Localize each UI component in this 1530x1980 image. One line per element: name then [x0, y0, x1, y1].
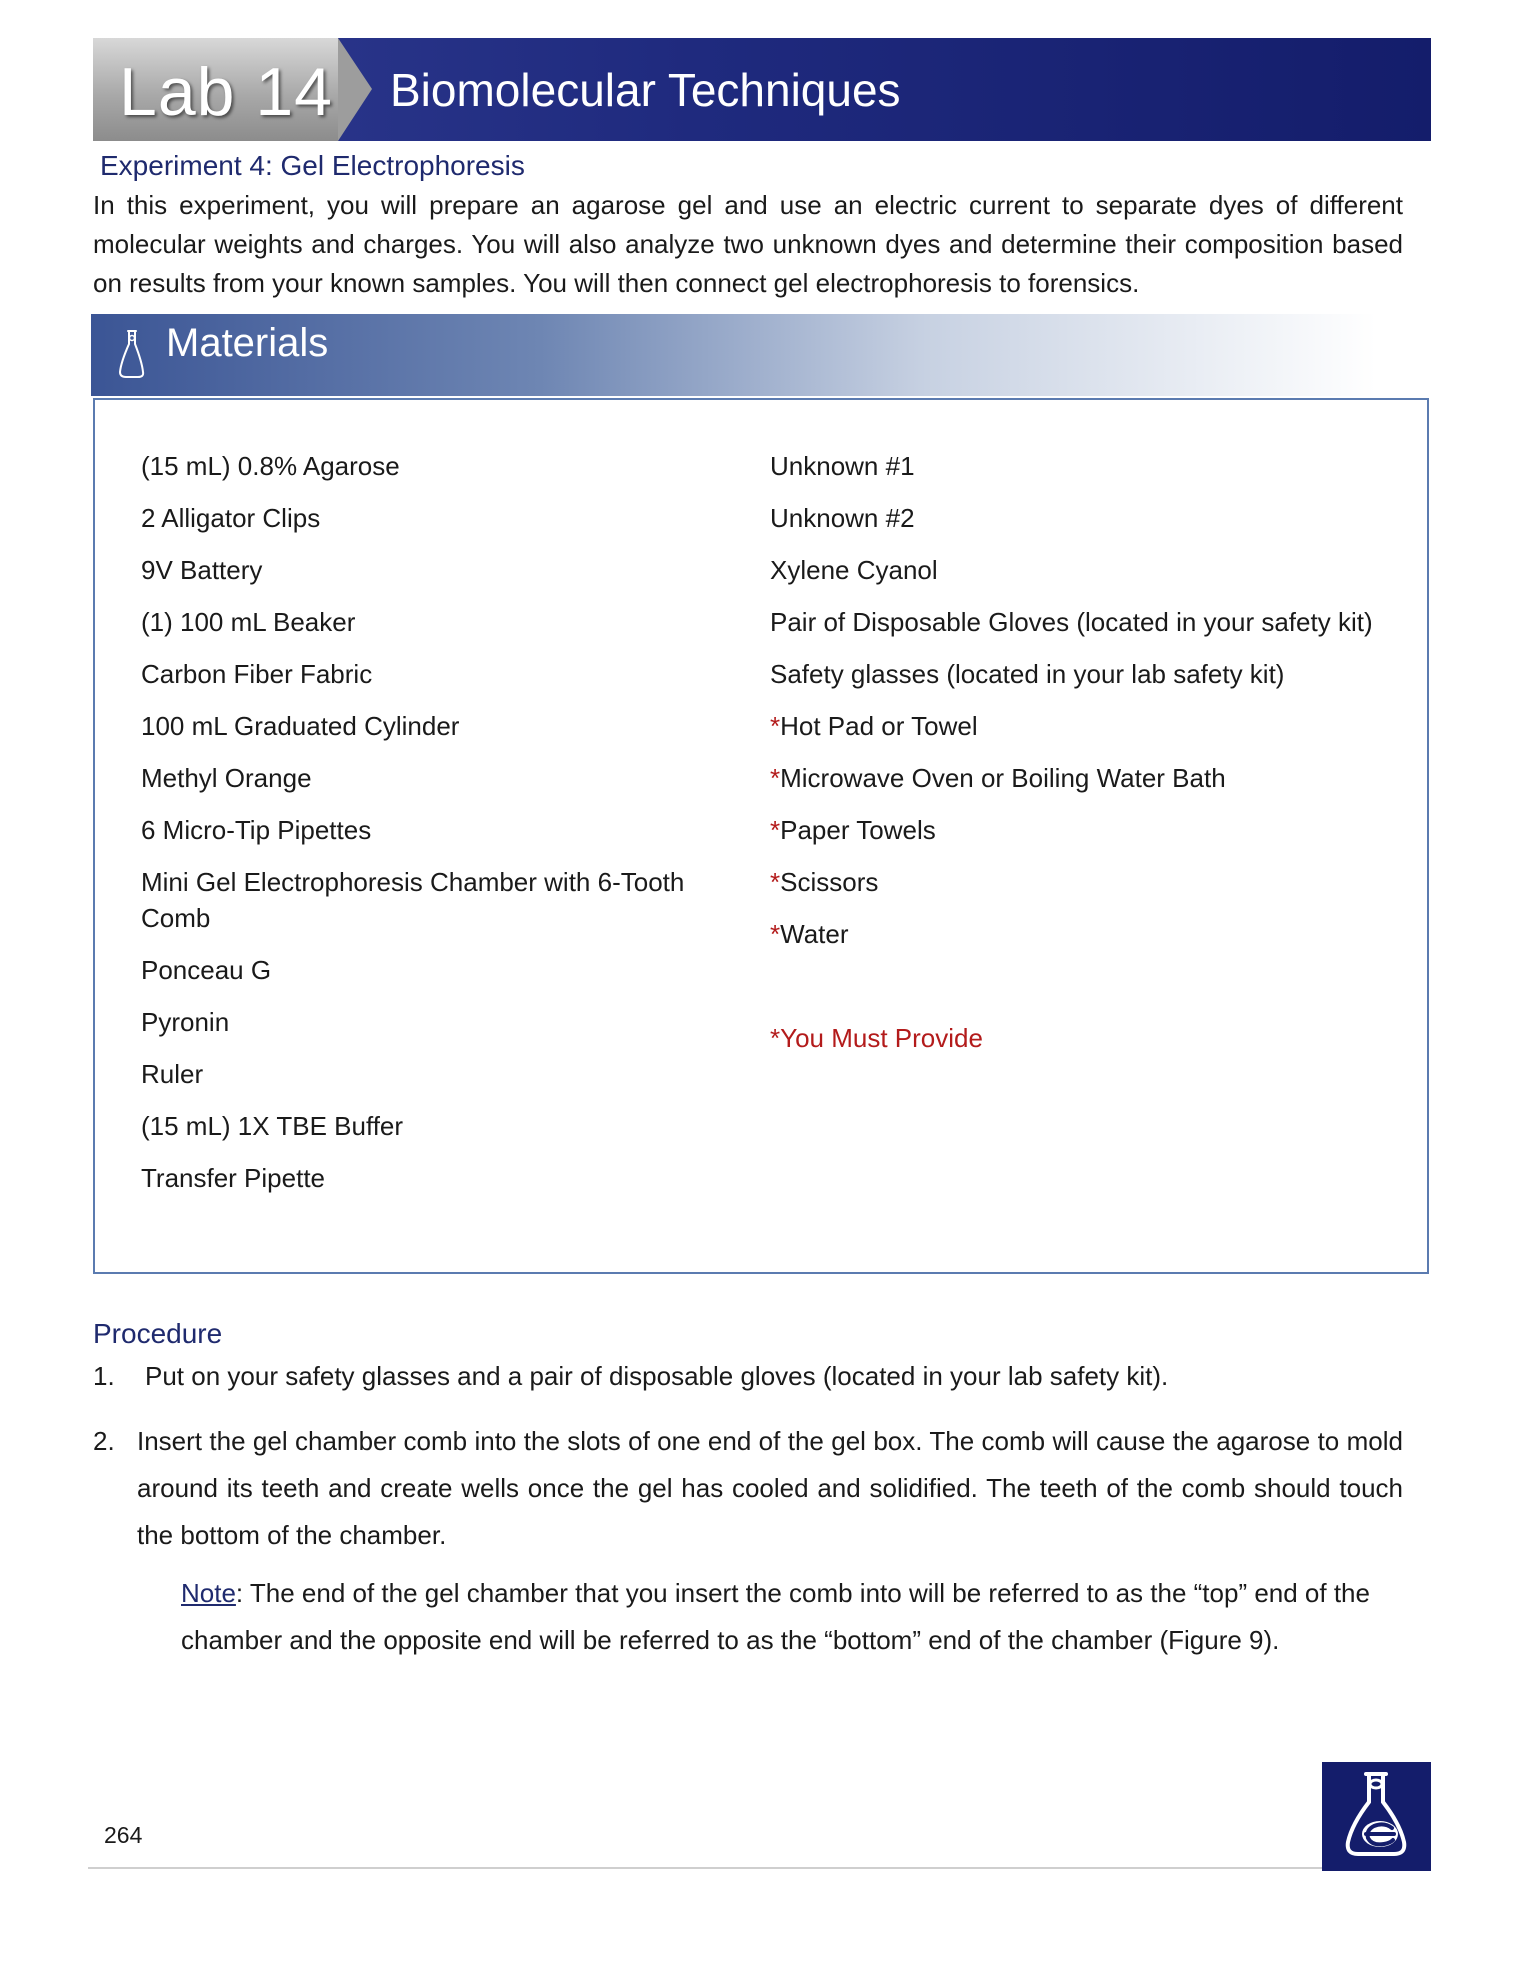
list-item: Safety glasses (located in your lab safety kit) — [770, 659, 1285, 689]
list-item: 9V Battery — [141, 555, 263, 585]
list-item: 6 Micro-Tip Pipettes — [141, 815, 372, 845]
required-star: * — [770, 815, 781, 845]
materials-right-column — [770, 448, 1390, 1072]
lab-arrow — [338, 38, 372, 141]
lab-label: Lab 14 — [119, 54, 333, 130]
procedure-step-1 — [93, 1356, 1413, 1396]
materials-left-column — [141, 448, 731, 1212]
list-item-provided — [770, 708, 1390, 744]
step-number: 2. — [93, 1426, 115, 1456]
list-item: Ruler — [141, 1059, 204, 1089]
experiment-heading: Experiment 4: Gel Electrophoresis — [100, 150, 525, 181]
procedure-heading: Procedure — [93, 1318, 223, 1349]
list-item-label: Scissors — [780, 867, 879, 897]
footer-divider — [88, 1867, 1322, 1869]
list-item-provided — [770, 916, 1390, 952]
materials-title: Materials — [166, 321, 329, 365]
list-item: Ponceau G — [141, 955, 272, 985]
step-number: 1. — [93, 1361, 115, 1391]
list-item-provided — [770, 760, 1390, 796]
experiment-intro: In this experiment, you will prepare an agarose gel and use an electric current to separate dyes of different molecular weights and charges. You will also analyze two unknown dyes and determine their composition based on results from your known samples. You will then connect gel electrophoresis to forensics. — [93, 190, 1403, 298]
note-label: Note — [181, 1578, 236, 1608]
list-item-provided — [770, 812, 1390, 848]
list-item: Methyl Orange — [141, 763, 312, 793]
list-item-label: Water — [780, 919, 849, 949]
list-item: (1) 100 mL Beaker — [141, 607, 356, 637]
flask-outline-icon — [117, 328, 147, 380]
note-text: : The end of the gel chamber that you insert the comb into will be referred to as the “top” end of the chamber and the opposite end will be referred to as the “bottom” end of the chamber (Figure 9). — [181, 1578, 1370, 1655]
list-item: Transfer Pipette — [141, 1163, 326, 1193]
list-item: Carbon Fiber Fabric — [141, 659, 373, 689]
procedure-note — [181, 1570, 1403, 1664]
required-star: * — [770, 919, 781, 949]
list-item: Mini Gel Electrophoresis Chamber with 6-Tooth Comb — [141, 867, 685, 933]
list-item-label: Paper Towels — [780, 815, 936, 845]
procedure-step-2 — [93, 1418, 1403, 1559]
list-item: Pyronin — [141, 1007, 230, 1037]
step-text: Insert the gel chamber comb into the slots of one end of the gel box. The comb will cause the agarose to mold around its teeth and create wells once the gel has cooled and solidified. The teeth of the comb should touch the bottom of the chamber. — [137, 1426, 1403, 1550]
list-item: Unknown #2 — [770, 503, 915, 533]
required-star: * — [770, 763, 781, 793]
list-item: Xylene Cyanol — [770, 555, 938, 585]
page-number: 264 — [104, 1822, 143, 1848]
flask-e-logo-icon — [1322, 1762, 1431, 1871]
list-item-provided — [770, 864, 1390, 900]
list-item-label: Microwave Oven or Boiling Water Bath — [780, 763, 1226, 793]
list-item: 2 Alligator Clips — [141, 503, 321, 533]
step-text: Put on your safety glasses and a pair of disposable gloves (located in your lab safety kit). — [145, 1361, 1169, 1391]
required-star: * — [770, 867, 781, 897]
list-item: Pair of Disposable Gloves (located in your safety kit) — [770, 607, 1373, 637]
list-item: (15 mL) 0.8% Agarose — [141, 451, 400, 481]
required-star: * — [770, 711, 781, 741]
list-item: 100 mL Graduated Cylinder — [141, 711, 460, 741]
list-item-label: Hot Pad or Towel — [780, 711, 978, 741]
list-item: (15 mL) 1X TBE Buffer — [141, 1111, 404, 1141]
list-item: Unknown #1 — [770, 451, 915, 481]
lab-title: Biomolecular Techniques — [390, 64, 901, 116]
you-must-provide-note: *You Must Provide — [770, 1023, 983, 1053]
